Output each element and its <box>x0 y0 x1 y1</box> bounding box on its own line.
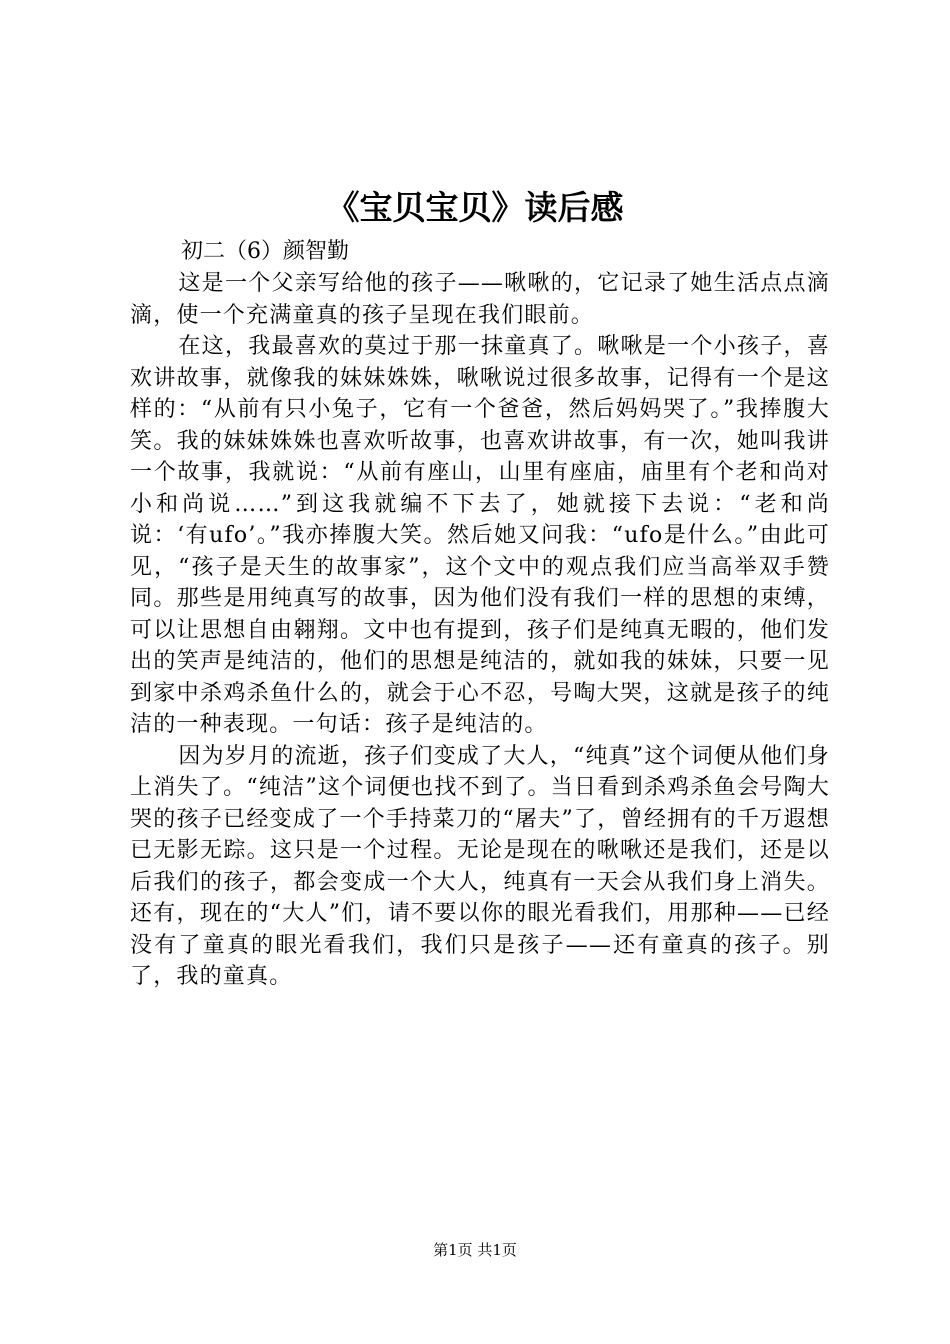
document-title: 《宝贝宝贝》读后感 <box>326 188 624 227</box>
author-line: 初二（6）颜智勤 <box>181 239 349 264</box>
page-number-footer: 第1页 共1页 <box>433 1241 517 1259</box>
paragraph-3: 因为岁月的流逝，孩子们变成了大人，“纯真”这个词便从他们身上消失了。“纯洁”这个词便也找不到了。当日看到杀鸡杀鱼会号陶大哭的孩子已经变成了一个手持菜刀的“屠夫”了，曾经拥有的千万遐想已无影无踪。这只是一个过程。无论是现在的啾啾还是我们，还是以后我们的孩子，都会变成一个大人，纯真有一天会从我们身上消失。还有，现在的“大人”们，请不要以你的眼光看我们，用那种——已经没有了童真的眼光看我们，我们只是孩子——还有童真的孩子。别了，我的童真。 <box>130 743 830 989</box>
paragraph-2: 在这，我最喜欢的莫过于那一抹童真了。啾啾是一个小孩子，喜欢讲故事，就像我的妹妹姝姝，啾啾说过很多故事，记得有一个是这样的：“从前有只小兔子，它有一个爸爸，然后妈妈哭了。”我捧腹大笑。我的妹妹姝姝也喜欢听故事，也喜欢讲故事，有一次，她叫我讲一个故事，我就说：“从前有座山，山里有座庙，庙里有个老和尚对小和尚说……”到这我就编不下去了，她就接下去说：“老和尚说：‘有ufo’。”我亦捧腹大笑。然后她又问我：“ufo是什么。”由此可见，“孩子是天生的故事家”，这个文中的观点我们应当高举双手赞同。那些是用纯真写的故事，因为他们没有我们一样的思想的束缚，可以让思想自由翱翔。文中也有提到，孩子们是纯真无暇的，他们发出的笑声是纯洁的，他们的思想是纯洁的，就如我的妹妹，只要一见到家中杀鸡杀鱼什么的，就会于心不忍，号啕大哭，这就是孩子的纯洁的一种表现。一句话：孩子是纯洁的。 <box>130 334 830 737</box>
document-body <box>130 268 830 993</box>
paragraph-1: 这是一个父亲写给他的孩子——啾啾的，它记录了她生活点点滴滴，使一个充满童真的孩子呈现在我们眼前。 <box>130 271 830 328</box>
